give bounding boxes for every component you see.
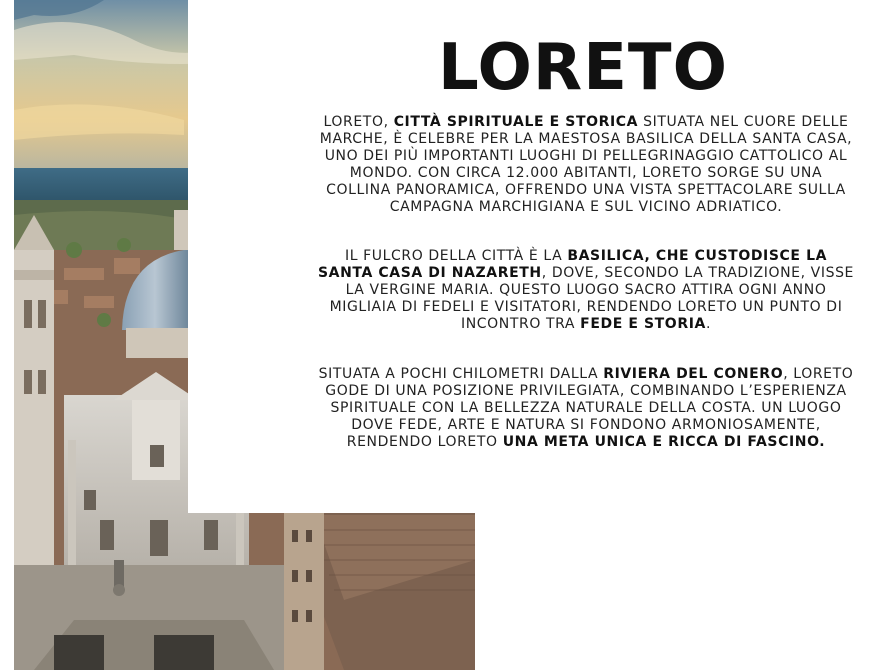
text-run: IL FULCRO DELLA CITTÀ È LA bbox=[344, 248, 568, 264]
bold-text-run: CITTÀ SPIRITUALE E STORICA bbox=[393, 114, 639, 130]
text-run: , LORETO GODE DI UNA POSIZIONE PRIVILEGIATA, COMBINANDO L’ESPERIENZA SPIRITUALE CON LA BELLEZZA NATURALE DELLA COSTA. UN LUOGO DOVE FEDE, ARTE E NATURA SI FONDONO ARMONIOSAMENTE, RENDENDO LORETO bbox=[325, 366, 854, 450]
text-run: SITUATA NEL CUORE DELLE MARCHE, È CELEBRE PER LA MAESTOSA BASILICA DELLA SANTA CASA, UNO DEI PIÙ IMPORTANTI LUOGHI DI PELLEGRINAGGIO CATTOLICO AL MONDO. CON CIRCA 12.000 ABITANTI, LORETO SORGE SU UNA COLLINA PANORAMICA, OFFRENDO UNA VISTA SPETTACOLARE SULLA CAMPAGNA MARCHIGIANA E SUL VICINO ADRIATICO. bbox=[319, 114, 853, 215]
text-run: . bbox=[705, 315, 712, 332]
text-run: SITUATA A POCHI CHILOMETRI DALLA bbox=[318, 366, 604, 382]
bold-text-run: UNA META UNICA E RICCA DI FASCINO. bbox=[502, 433, 826, 450]
paragraph-basilica bbox=[316, 248, 856, 333]
bold-text-run: BASILICA, CHE CUSTODISCE LA SANTA CASA DI NAZARETH bbox=[317, 248, 828, 281]
bold-text-run: FEDE E STORIA bbox=[580, 315, 706, 332]
text-run: LORETO, bbox=[323, 114, 394, 130]
paragraph-intro bbox=[316, 114, 856, 215]
page-title: LORETO bbox=[438, 31, 728, 105]
paragraph-location bbox=[316, 366, 856, 451]
text-run: , DOVE, SECONDO LA TRADIZIONE, VISSE LA VERGINE MARIA. QUESTO LUOGO SACRO ATTIRA OGNI ANNO MIGLIAIA DI FEDELI E VISITATORI, RENDENDO LORETO UN PUNTO DI INCONTRO TRA bbox=[329, 264, 855, 332]
bold-text-run: RIVIERA DEL CONERO bbox=[603, 366, 784, 382]
